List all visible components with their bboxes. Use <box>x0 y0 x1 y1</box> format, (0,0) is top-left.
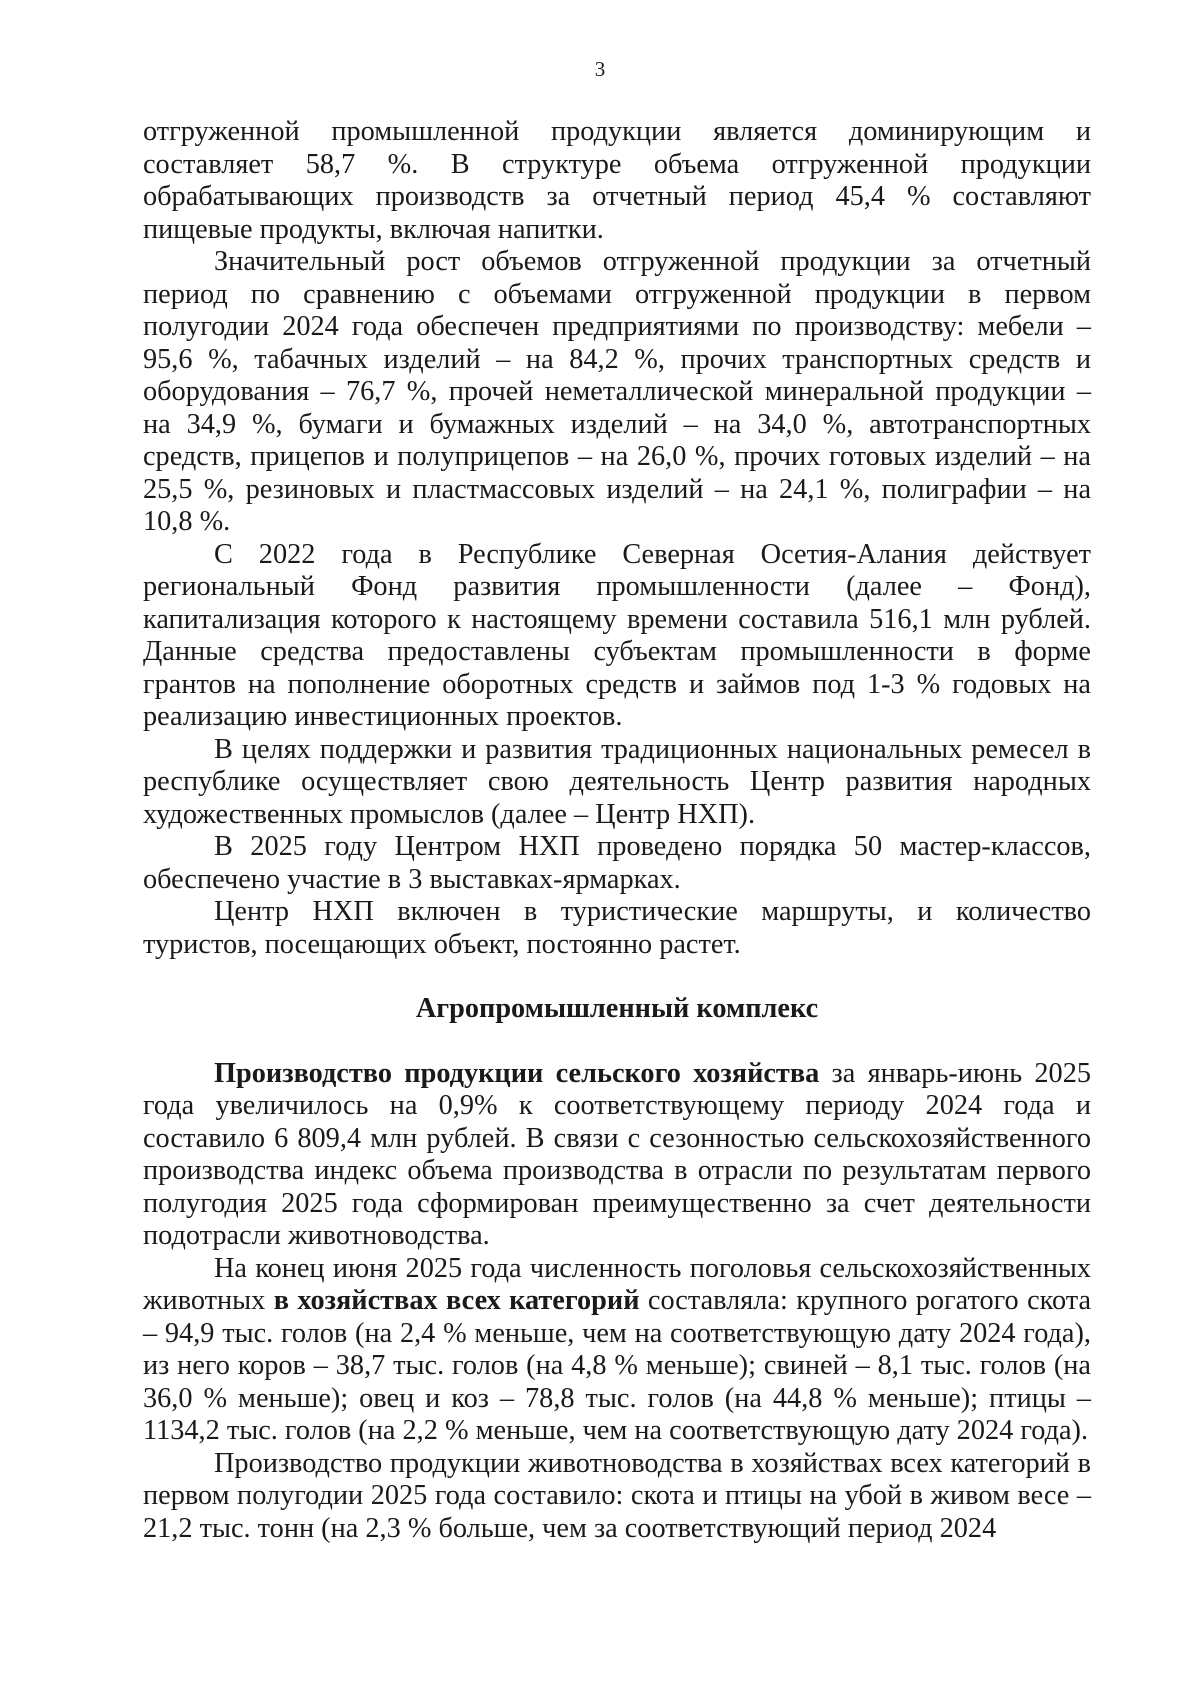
bold-text: в хозяйствах всех категорий <box>273 1285 640 1316</box>
paragraph-text: На конец июня 2025 года численность поголовья сельскохозяйственных животных <box>143 1252 1091 1316</box>
paragraph-text: Производство продукции животноводства в хозяйствах всех категорий в первом полугодии 2025 года составило: скота и птицы на убой в живом весе – 21,2 тыс. тонн (на 2,3 % больше, чем за соответствующий период 2024 <box>143 1447 1091 1544</box>
document-body <box>143 116 1091 1545</box>
industry-section <box>143 116 1091 961</box>
paragraph <box>143 831 1091 896</box>
agro-section <box>143 1058 1091 1546</box>
paragraph-text: составляла: крупного рогатого скота – 94,9 тыс. голов (на 2,4 % меньше, чем на соответствующую дату 2024 года), из него коров – 38,7 тыс. голов (на 4,8 % меньше); свиней – 8,1 тыс. голов (на 36,0 % меньше); овец и коз – 78,8 тыс. голов (на 44,8 % меньше); птицы – 1134,2 тыс. голов (на 2,2 % меньше, чем на соответствующую дату 2024 года). <box>143 1285 1091 1446</box>
paragraph <box>143 1448 1091 1546</box>
paragraph <box>143 539 1091 734</box>
page-number: 3 <box>594 57 606 81</box>
paragraph-text: В целях поддержки и развития традиционных национальных ремесел в республике осуществляет свою деятельность Центр развития народных художественных промыслов (далее – Центр НХП). <box>143 733 1091 830</box>
paragraph-text: С 2022 года в Республике Северная Осетия-Алания действует региональный Фонд развития промышленности (далее – Фонд), капитализация которого к настоящему времени составила 516,1 млн рублей. Данные средства предоставлены субъектам промышленности в форме грантов на пополнение оборотных средств и займов под 1-3 % годовых на реализацию инвестиционных проектов. <box>143 538 1091 732</box>
paragraph <box>143 896 1091 961</box>
paragraph <box>143 1058 1091 1253</box>
paragraph-text: Значительный рост объемов отгруженной продукции за отчетный период по сравнению с объемами отгруженной продукции в первом полугодии 2024 года обеспечен предприятиями по производству: мебели – 95,6 %, табачных изделий – на 84,2 %, прочих транспортных средств и оборудования – 76,7 %, прочей неметаллической минеральной продукции – на 34,9 %, бумаги и бумажных изделий – на 34,0 %, автотранспортных средств, прицепов и полуприцепов – на 26,0 %, прочих готовых изделий – на 25,5 %, резиновых и пластмассовых изделий – на 24,1 %, полиграфии – на 10,8 %. <box>143 246 1091 537</box>
section-heading-agro: Агропромышленный комплекс <box>415 993 819 1024</box>
paragraph-text: отгруженной промышленной продукции является доминирующим и составляет 58,7 %. В структуре объема отгруженной продукции обрабатывающих производств за отчетный период 45,4 % составляют пищевые продукты, включая напитки. <box>143 116 1091 245</box>
paragraph-text: Центр НХП включен в туристические маршруты, и количество туристов, посещающих объект, постоянно растет. <box>143 896 1091 960</box>
paragraph <box>143 246 1091 539</box>
paragraph <box>143 1253 1091 1448</box>
bold-text: Производство продукции сельского хозяйства <box>214 1057 820 1089</box>
paragraph <box>143 734 1091 832</box>
paragraph-text: за январь-июнь 2025 года увеличилось на 0,9% к соответствующему периоду 2024 года и составило 6 809,4 млн рублей. В связи с сезонностью сельскохозяйственного производства индекс объема производства в отрасли по результатам первого полугодия 2025 года сформирован преимущественно за счет деятельности подотрасли животноводства. <box>143 1057 1091 1251</box>
paragraph <box>143 116 1091 246</box>
paragraph-text: В 2025 году Центром НХП проведено порядка 50 мастер-классов, обеспечено участие в 3 выставках-ярмарках. <box>143 831 1091 895</box>
